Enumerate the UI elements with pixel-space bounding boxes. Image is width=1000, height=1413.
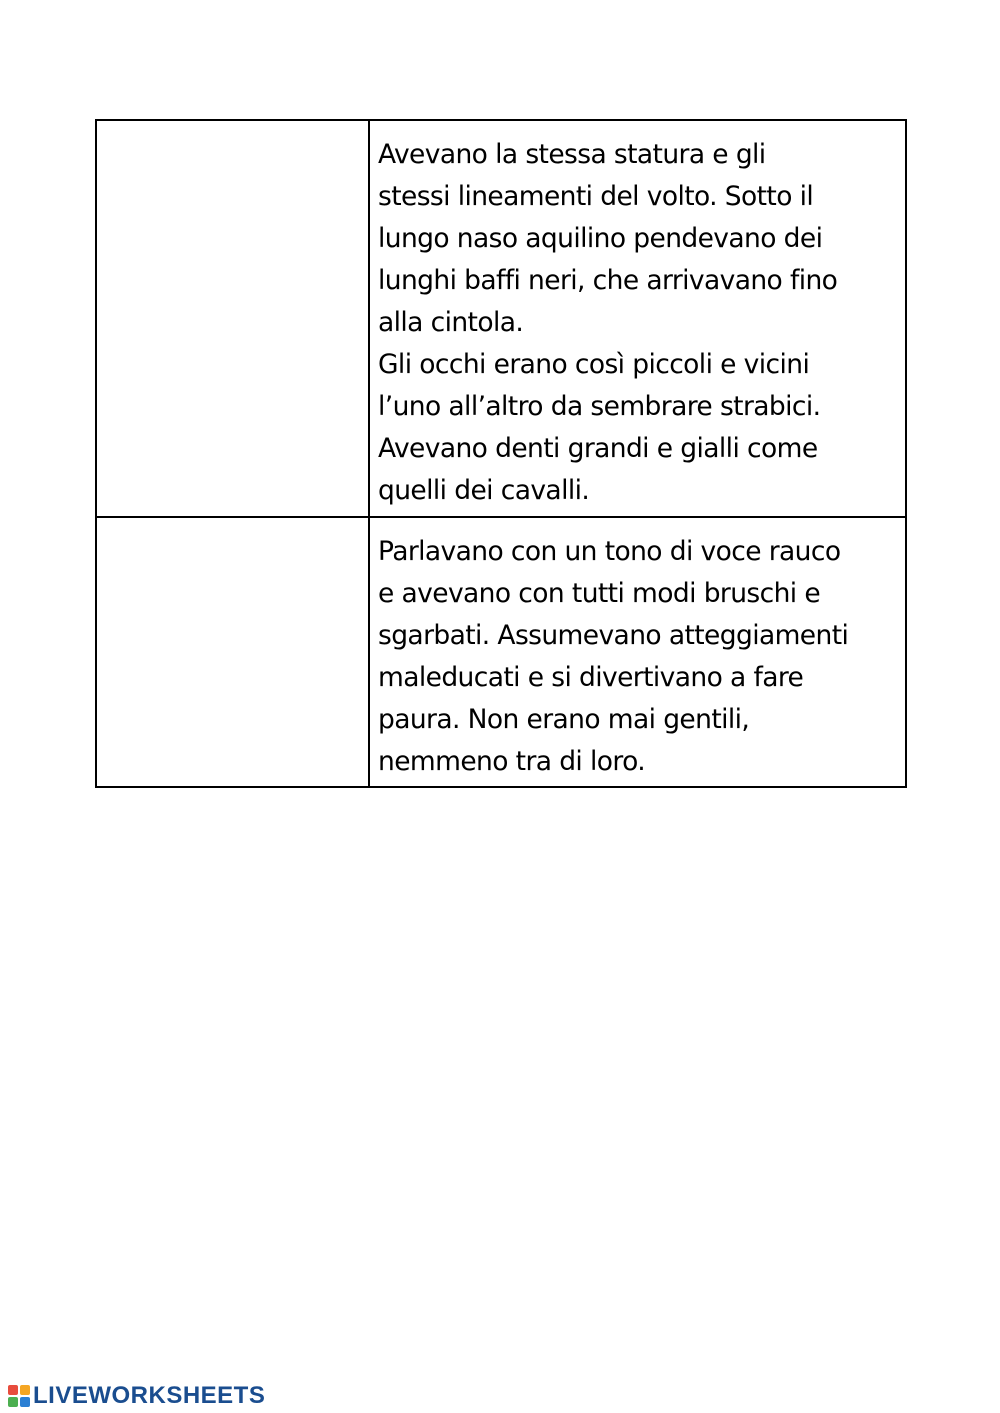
description-line: Avevano denti grandi e gialli come — [378, 433, 818, 464]
description-line: Avevano la stessa statura e gli — [378, 139, 766, 170]
description-line: Parlavano con un tono di voce rauco — [378, 536, 841, 567]
character-description-cell — [369, 517, 906, 787]
description-line: stessi lineamenti del volto. Sotto il — [378, 181, 814, 212]
description-line: sgarbati. Assumevano atteggiamenti — [378, 620, 849, 651]
logo-square — [8, 1385, 18, 1395]
description-line: paura. Non erano mai gentili, — [378, 704, 750, 735]
description-line: maleducati e si divertivano a fare — [378, 662, 804, 693]
description-line: e avevano con tutti modi bruschi e — [378, 578, 821, 609]
description-line: lungo naso aquilino pendevano dei — [378, 223, 823, 254]
answer-cell-2[interactable] — [96, 517, 369, 787]
description-line: nemmeno tra di loro. — [378, 746, 646, 777]
logo-square — [20, 1397, 30, 1407]
brand-name: LIVEWORKSHEETS — [33, 1382, 266, 1409]
description-line: Gli occhi erano così piccoli e vicini — [378, 349, 810, 380]
answer-cell-1[interactable] — [96, 120, 369, 517]
logo-square — [8, 1397, 18, 1407]
description-line: lunghi baffi neri, che arrivavano fino — [378, 265, 838, 296]
description-table — [95, 119, 907, 788]
table-row — [96, 120, 906, 517]
liveworksheets-brand — [8, 1382, 265, 1410]
table-row — [96, 517, 906, 787]
description-line: alla cintola. — [378, 307, 524, 338]
description-line: l’uno all’altro da sembrare strabici. — [378, 391, 821, 422]
description-line: quelli dei cavalli. — [378, 475, 590, 506]
physical-description-cell — [369, 120, 906, 517]
logo-square — [20, 1385, 30, 1395]
liveworksheets-logo-icon — [8, 1385, 30, 1407]
